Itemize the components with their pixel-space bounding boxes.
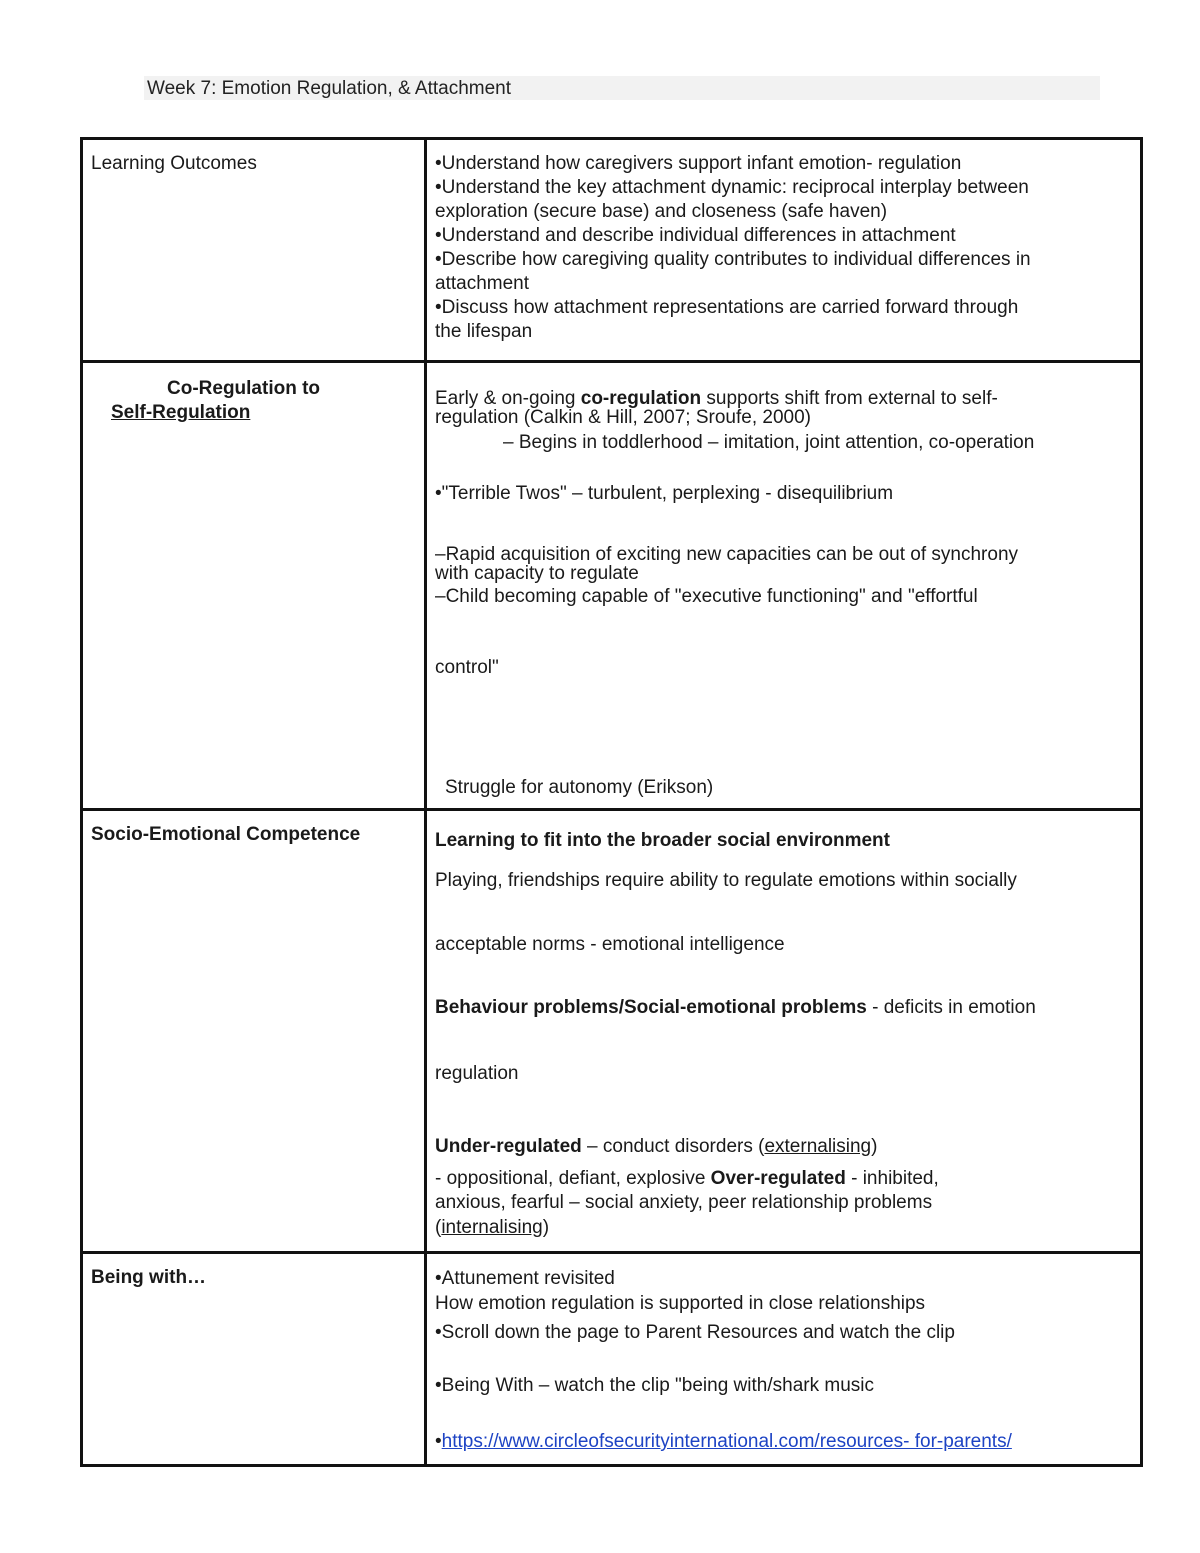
- rapid-line2: with capacity to regulate: [435, 563, 639, 584]
- list-item: •Understand the key attachment dynamic: reciprocal interplay between: [435, 177, 1029, 198]
- cell-being-with-label: [82, 1253, 426, 1466]
- learning-outcomes-label: Learning Outcomes: [91, 153, 257, 174]
- early-suffix: supports shift from external to self-: [701, 388, 998, 409]
- internalising-term: internalising: [441, 1217, 543, 1238]
- playing-friendships-text: Playing, friendships require ability to regulate emotions within socially: [435, 870, 1017, 891]
- attunement-text: •Attunement revisited: [435, 1268, 615, 1289]
- early-line2: regulation (Calkin & Hill, 2007; Sroufe, 2000): [435, 407, 811, 428]
- cell-co-regulation-content: [426, 362, 1142, 810]
- socio-emotional-label: Socio-Emotional Competence: [91, 824, 361, 845]
- cell-learning-outcomes-content: [426, 139, 1142, 362]
- intern-open: (: [435, 1217, 442, 1238]
- cell-co-regulation-label: [82, 362, 426, 810]
- rapid-acquisition-text: [435, 545, 1018, 583]
- behaviour-problems-text: [435, 996, 1036, 1020]
- list-item: •Discuss how attachment representations are carried forward through: [435, 297, 1019, 318]
- cell-socio-emotional-content: [426, 810, 1142, 1253]
- link-bullet: •: [435, 1431, 442, 1452]
- early-co-regulation-text: [435, 389, 998, 427]
- learning-outcomes-list: [435, 152, 1031, 344]
- early-prefix: Early & on-going: [435, 388, 581, 409]
- being-with-label: Being with…: [91, 1267, 207, 1288]
- cell-learning-outcomes-label: [82, 139, 426, 362]
- terrible-twos-text: •"Terrible Twos" – turbulent, perplexing - disequilibrium: [435, 483, 894, 504]
- close-relationships-text: How emotion regulation is supported in close relationships: [435, 1293, 926, 1314]
- list-item: •Describe how caregiving quality contributes to individual differences in: [435, 249, 1031, 270]
- co-regulation-label-line1: Co-Regulation to: [167, 378, 321, 399]
- anxious-text: anxious, fearful – social anxiety, peer relationship problems: [435, 1192, 933, 1213]
- behaviour-rest: - deficits in emotion: [866, 997, 1036, 1018]
- cell-being-with-content: [426, 1253, 1142, 1466]
- internalising-text: [435, 1216, 549, 1240]
- row-co-regulation: [82, 362, 1142, 810]
- co-regulation-label-line2: Self-Regulation: [111, 402, 251, 423]
- row-learning-outcomes: [82, 139, 1142, 362]
- behaviour-bold: Behaviour problems/Social-emotional problems: [435, 997, 867, 1018]
- social-environment-heading: Learning to fit into the broader social environment: [435, 830, 890, 851]
- being-with-clip-text: •Being With – watch the clip "being with/shark music: [435, 1375, 874, 1396]
- toddlerhood-text: – Begins in toddlerhood – imitation, joint attention, co-operation: [503, 432, 1035, 453]
- notes-table: [80, 137, 1143, 1467]
- page-title: Week 7: Emotion Regulation, & Attachment: [147, 78, 512, 99]
- oppositional-text: - oppositional, defiant, explosive: [435, 1168, 711, 1189]
- over-bold: Over-regulated: [710, 1168, 846, 1189]
- under-bold: Under-regulated: [435, 1136, 582, 1157]
- scroll-down-text: •Scroll down the page to Parent Resources and watch the clip: [435, 1322, 955, 1343]
- under-mid: – conduct disorders (: [581, 1136, 765, 1157]
- row-socio-emotional: [82, 810, 1142, 1253]
- circle-of-security-link[interactable]: https://www.circleofsecurityinternational.com/resources- for-parents/: [441, 1431, 1012, 1452]
- externalising-term: externalising: [764, 1136, 872, 1157]
- list-item: attachment: [435, 273, 529, 294]
- over-regulated-text: [435, 1167, 939, 1191]
- under-end: ): [871, 1136, 878, 1157]
- over-rest: - inhibited,: [845, 1168, 939, 1189]
- resource-link-line: [435, 1430, 1012, 1454]
- early-bold-term: co-regulation: [580, 388, 702, 409]
- row-being-with: [82, 1253, 1142, 1466]
- list-item: •Understand how caregivers support infant emotion- regulation: [435, 153, 962, 174]
- list-item: exploration (secure base) and closeness (safe haven): [435, 201, 888, 222]
- acceptable-norms-text: acceptable norms - emotional intelligence: [435, 934, 785, 955]
- list-item: •Understand and describe individual differences in attachment: [435, 225, 956, 246]
- effortful-control-text: control": [435, 657, 499, 678]
- intern-close: ): [542, 1217, 550, 1238]
- cell-socio-emotional-label: [82, 810, 426, 1253]
- rapid-line1: –Rapid acquisition of exciting new capacities can be out of synchrony: [435, 544, 1019, 565]
- struggle-autonomy-text: Struggle for autonomy (Erikson): [445, 777, 714, 798]
- list-item: the lifespan: [435, 321, 533, 342]
- regulation-text: regulation: [435, 1063, 519, 1084]
- executive-functioning-text: –Child becoming capable of "executive functioning" and "effortful: [435, 586, 978, 607]
- under-regulated-text: [435, 1135, 877, 1159]
